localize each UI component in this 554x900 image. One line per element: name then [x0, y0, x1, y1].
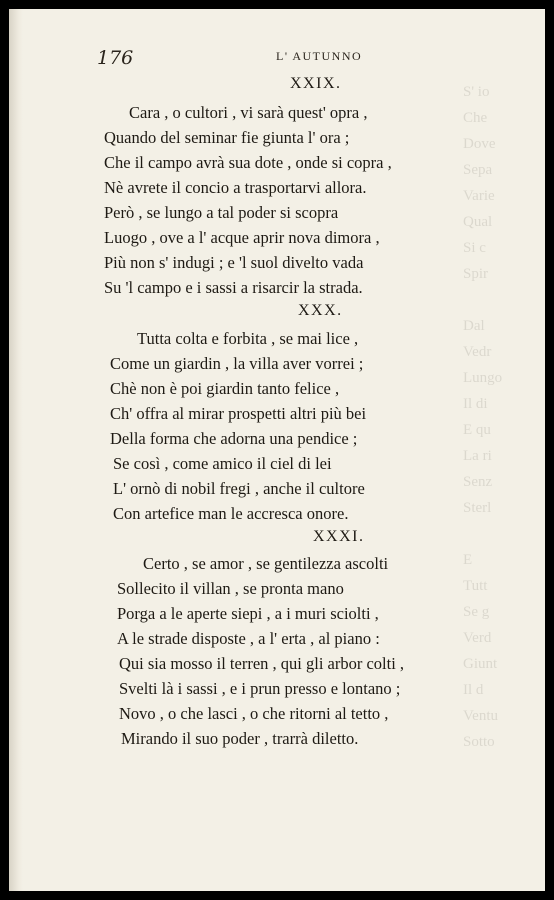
verse-line: Quando del seminar fie giunta l' ora ; [104, 128, 350, 147]
verse-line: Qui sia mosso il terren , qui gli arbor colti , [119, 654, 405, 673]
page-number: 176 [97, 47, 134, 69]
verse-line: Se così , come amico il ciel di lei [113, 454, 332, 473]
verse-line: Chè non è poi giardin tanto felice , [110, 379, 340, 398]
verse-line: Con artefice man le accresca onore. [113, 504, 349, 523]
verse-line: Mirando il suo poder , trarrà diletto. [121, 729, 359, 748]
running-title: L' AUTUNNO [276, 49, 363, 63]
verse-line: Cara , o cultori , vi sarà quest' opra , [129, 103, 368, 122]
verse-line: Sollecito il villan , se pronta mano [117, 579, 344, 598]
book-page [9, 9, 545, 891]
bleed-through-text: S' io Che Dove Sepa Varie Qual Si c Spir Dal Vedr Lungo Il di E qu La ri Senz Sterl E Tutt Se g Verd Giunt Il d Ventu Sotto [463, 84, 503, 750]
stanza-number-xxxi: XXXI. [313, 528, 365, 545]
verse-line: Novo , o che lasci , o che ritorni al tetto , [119, 704, 389, 723]
verse-line: Come un giardin , la villa aver vorrei ; [110, 354, 364, 373]
verse-line: Su 'l campo e i sassi a risarcir la strada. [104, 278, 363, 297]
page-gutter [9, 9, 23, 891]
verse-line: Però , se lungo a tal poder si scopra [104, 203, 339, 222]
verse-line: Che il campo avrà sua dote , onde si copra , [104, 153, 392, 172]
verse-line: Tutta colta e forbita , se mai lice , [137, 329, 359, 348]
stanza-number-xxx: XXX. [298, 302, 343, 319]
verse-line: Luogo , ove a l' acque aprir nova dimora , [104, 228, 380, 247]
verse-line: A le strade disposte , a l' erta , al piano : [117, 629, 380, 648]
verse-line: L' ornò di nobil fregi , anche il cultore [113, 479, 365, 498]
verse-line: Porga a le aperte siepi , a i muri sciolti , [117, 604, 379, 623]
verse-line: Certo , se amor , se gentilezza ascolti [143, 554, 389, 573]
verse-line: Della forma che adorna una pendice ; [110, 429, 358, 448]
verse-line: Nè avrete il concio a trasportarvi allora. [104, 178, 367, 197]
verse-line: Ch' offra al mirar prospetti altri più bei [110, 404, 367, 423]
stanza-number-xxix: XXIX. [290, 75, 342, 92]
verse-line: Più non s' indugi ; e 'l suol divelto vada [104, 253, 364, 272]
verse-line: Svelti là i sassi , e i prun presso e lontano ; [119, 679, 401, 698]
